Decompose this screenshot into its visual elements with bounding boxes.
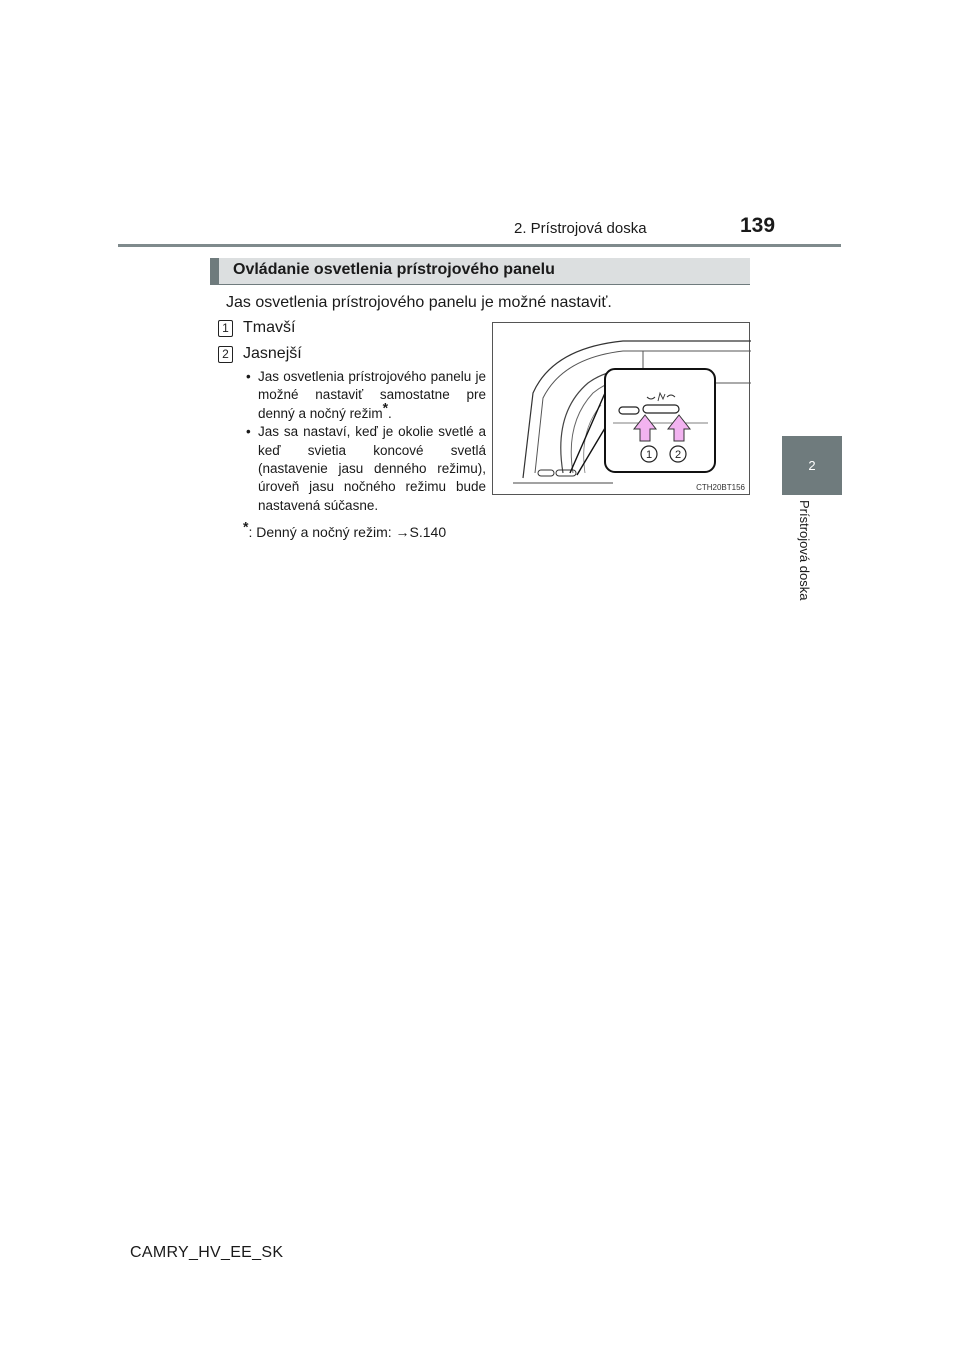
bullet-list [246, 368, 486, 515]
chapter-number: 2 [808, 458, 816, 473]
document-code: CAMRY_HV_EE_SK [130, 1244, 284, 1261]
page-number: 139 [740, 214, 776, 237]
figure-code: CTH20BT156 [696, 483, 745, 492]
item-label-darker: Tmavší [243, 319, 296, 336]
callout-1: 1 [645, 449, 653, 461]
chapter-label: Prístrojová doska [797, 500, 812, 601]
instrument-panel-drawing [493, 323, 751, 496]
callout-2: 2 [674, 449, 682, 461]
item-label-brighter: Jasnejší [243, 345, 302, 362]
chapter-tab [782, 436, 842, 495]
section-heading: Ovládanie osvetlenia prístrojového panelu [233, 261, 555, 278]
footnote: *: Denný a nočný režim: →S.140 [243, 518, 447, 540]
item-number-badge: 2 [218, 346, 233, 363]
item-number-badge: 1 [218, 320, 233, 337]
bullet-item: • Jas sa nastaví, keď je okolie svetlé a keď svietia koncové svetlá (nastavenie jasu denného režimu), úroveň jasu nočného režimu bude nastavená súčasne. [246, 423, 486, 515]
heading-underline [210, 284, 750, 285]
section-heading-bar [210, 258, 750, 284]
running-section-title: 2. Prístrojová doska [514, 220, 647, 237]
bullet-item: • Jas osvetlenia prístrojového panelu je možné nastaviť samostatne pre denný a nočný režim*. [246, 368, 486, 423]
intro-text: Jas osvetlenia prístrojového panelu je možné nastaviť. [226, 294, 612, 311]
footnote-mark: * [243, 518, 249, 535]
header-rule [118, 244, 841, 247]
instrument-panel-illustration [492, 322, 750, 495]
footnote-mark: * [382, 399, 389, 416]
